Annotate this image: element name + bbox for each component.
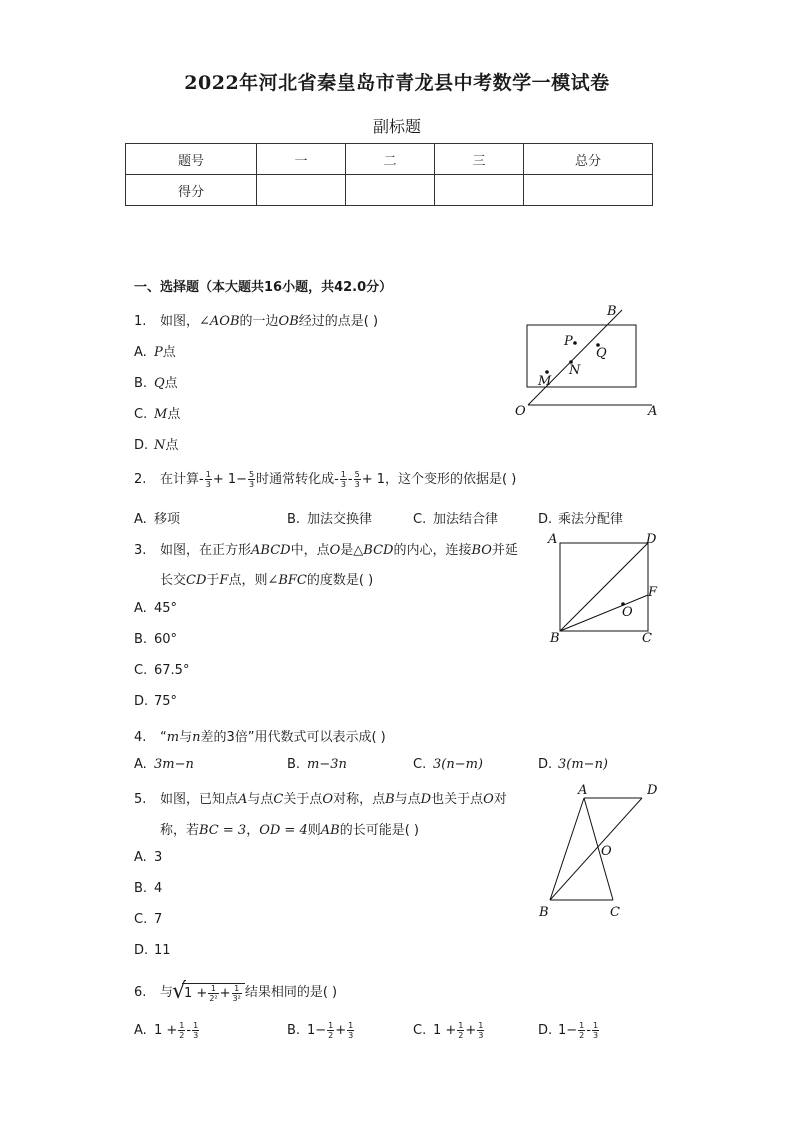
question-1 <box>134 310 378 329</box>
q1-option-c[interactable] <box>134 403 180 422</box>
paper-title: 2022年河北省秦皇岛市青龙县中考数学一模试卷 <box>184 72 610 94</box>
math-var: O <box>329 543 341 558</box>
label-a: A <box>648 404 658 419</box>
question-2 <box>134 468 516 489</box>
question-number: 4. <box>134 730 147 745</box>
math-var: A <box>238 792 248 807</box>
question-number: 3. <box>134 543 147 558</box>
question-text: 如图，已知点 <box>160 792 239 807</box>
label-b: B <box>550 631 560 646</box>
q6-option-c[interactable] <box>413 1021 485 1040</box>
option-text: 3(m−n) <box>558 757 609 772</box>
math-sign: - <box>186 1023 192 1038</box>
option-label: A. <box>134 601 147 616</box>
math-var: B <box>385 792 395 807</box>
question-5-line-2 <box>160 819 419 838</box>
math-text: 1− <box>558 1023 578 1038</box>
question-text: 与 <box>179 730 193 745</box>
question-text: 差的3倍”用代数式可以表示成( ) <box>200 730 386 745</box>
q6-option-a[interactable] <box>134 1021 200 1040</box>
question-text: “ <box>160 730 167 745</box>
option-label: D. <box>538 1023 553 1038</box>
label-d: D <box>646 532 657 547</box>
fraction: $\frac{1}{3}$ <box>592 1021 599 1040</box>
q4-option-b[interactable] <box>287 757 347 772</box>
paper-subtitle: 副标题 <box>372 117 421 136</box>
question-text: 与点 <box>394 792 421 807</box>
fraction: $\frac{1}{3}$ <box>205 470 211 489</box>
option-var: P <box>154 345 163 360</box>
option-label: D. <box>134 943 149 958</box>
q1-option-b[interactable] <box>134 372 178 391</box>
q5-option-a[interactable] <box>134 850 162 865</box>
option-label: D. <box>134 438 149 453</box>
q4-option-a[interactable] <box>134 757 194 772</box>
radical-sign: √ <box>172 978 187 1004</box>
score-row-label: 得分 <box>126 175 257 206</box>
fraction: $\frac{1}{2}$ <box>328 1021 334 1040</box>
math-sign: - <box>347 472 353 487</box>
question-text: 关于点 <box>283 792 323 807</box>
question-text: 长交 <box>160 573 187 588</box>
question-text: ，这个变形的依据是( ) <box>385 472 517 487</box>
option-label: D. <box>538 757 553 772</box>
option-text: 加法结合律 <box>433 512 499 527</box>
question-text: 点，则 <box>228 573 268 588</box>
option-text: 3m−n <box>154 757 194 772</box>
label-p: P <box>564 334 573 349</box>
label-c: C <box>610 905 620 920</box>
option-var: Q <box>154 376 165 391</box>
question-text: 如图，在正方形 <box>160 543 252 558</box>
option-label: C. <box>134 663 148 678</box>
q6-option-b[interactable] <box>287 1021 355 1040</box>
question-text: 与点 <box>247 792 274 807</box>
option-text: 60° <box>154 632 178 647</box>
math-var: CD <box>186 573 207 588</box>
q3-option-b[interactable] <box>134 632 177 647</box>
option-text: 点 <box>165 438 179 453</box>
option-label: B. <box>134 881 148 896</box>
option-text: 67.5° <box>154 663 190 678</box>
math-var: O <box>322 792 334 807</box>
question-text: 与 <box>160 985 174 1000</box>
option-text: 点 <box>162 345 176 360</box>
option-label: D. <box>538 512 553 527</box>
score-cell[interactable] <box>435 175 524 206</box>
math-sign: + <box>219 985 231 1001</box>
option-text: 45° <box>154 601 178 616</box>
math-var: △BCD <box>353 543 394 558</box>
math-angle: ∠BFC <box>267 573 307 588</box>
question-text: 对 <box>493 792 507 807</box>
score-table <box>125 143 653 206</box>
question-text: 并延 <box>491 543 518 558</box>
question-text: 的一边 <box>239 314 279 329</box>
score-header-cell: 一 <box>257 144 346 175</box>
question-text: 的长可能是( ) <box>339 823 419 838</box>
question-text: 于 <box>206 573 220 588</box>
score-header-cell: 三 <box>435 144 524 175</box>
label-b: B <box>539 905 549 920</box>
option-label: D. <box>134 694 149 709</box>
question-text: ， <box>246 823 260 838</box>
math-var: O <box>483 792 494 807</box>
option-text: 3(n−m) <box>433 757 484 772</box>
question-text: 中，点 <box>290 543 330 558</box>
fraction: $\frac{1}{2}$ <box>179 1021 185 1040</box>
question-4 <box>134 726 386 745</box>
option-label: C. <box>413 1023 427 1038</box>
q1-figure <box>510 300 660 425</box>
q2-option-d[interactable] <box>538 508 623 527</box>
option-text: 乘法分配律 <box>558 512 624 527</box>
option-label: A. <box>134 512 147 527</box>
math-text: + 1 <box>212 472 237 487</box>
label-a: A <box>548 532 558 547</box>
segment-bf <box>560 595 648 631</box>
label-f: F <box>648 585 658 600</box>
question-6 <box>134 978 338 1004</box>
question-text: 是 <box>340 543 354 558</box>
option-label: C. <box>413 512 427 527</box>
label-a: A <box>578 783 588 798</box>
diagonal-bd <box>560 543 648 631</box>
math-var: F <box>219 573 229 588</box>
score-table-header-row <box>126 144 653 175</box>
q5-option-b[interactable] <box>134 881 162 896</box>
math-expr: BC = 3 <box>199 823 247 838</box>
score-cell[interactable] <box>257 175 346 206</box>
option-text: 加法交换律 <box>307 512 373 527</box>
question-text: 在计算 <box>160 472 200 487</box>
option-text: 11 <box>154 943 171 958</box>
label-m: M <box>538 374 552 389</box>
option-text: 点 <box>167 407 181 422</box>
option-label: A. <box>134 850 147 865</box>
question-text: 也关于点 <box>431 792 484 807</box>
math-segment: OB <box>278 314 299 329</box>
score-cell[interactable] <box>346 175 435 206</box>
option-label: B. <box>134 376 148 391</box>
fraction: $\frac{5}{3}$ <box>354 470 360 489</box>
q3-figure <box>540 530 665 648</box>
math-var: C <box>273 792 284 807</box>
math-expr: OD = 4 <box>259 823 308 838</box>
q4-option-d[interactable] <box>538 757 608 772</box>
fraction: $\frac{1}{\text{3²}}$ <box>232 983 241 1003</box>
score-cell[interactable] <box>524 175 653 206</box>
math-sign: − <box>236 472 248 487</box>
math-var: m <box>166 730 180 745</box>
math-sign: - <box>334 472 339 487</box>
fraction: $\frac{1}{3}$ <box>348 1021 354 1040</box>
question-number: 6. <box>134 985 147 1000</box>
question-number: 2. <box>134 472 147 487</box>
option-text: 4 <box>154 881 163 896</box>
math-var: n <box>192 730 201 745</box>
q2-option-c[interactable] <box>413 508 498 527</box>
fraction: $\frac{1}{\text{2²}}$ <box>209 983 218 1003</box>
question-text: 称，若 <box>160 823 200 838</box>
math-var: ABCD <box>251 543 291 558</box>
q5-option-c[interactable] <box>134 912 162 927</box>
question-text: 如图， <box>160 314 200 329</box>
question-number: 5. <box>134 792 147 807</box>
option-label: B. <box>287 512 301 527</box>
option-label: B. <box>287 757 301 772</box>
score-header-cell: 总分 <box>524 144 653 175</box>
score-table-row <box>126 175 653 206</box>
question-3-line-1 <box>134 539 518 558</box>
question-text: 结果相同的是( ) <box>244 985 338 1000</box>
question-text: 经过的点是( ) <box>298 314 379 329</box>
q1-option-d[interactable] <box>134 434 178 453</box>
fraction: $\frac{1}{3}$ <box>193 1021 199 1040</box>
fraction: $\frac{1}{3}$ <box>340 470 346 489</box>
math-sign: - <box>199 472 204 487</box>
math-sign: + <box>465 1023 477 1038</box>
math-text: 1 + <box>154 1023 178 1038</box>
option-label: C. <box>134 912 148 927</box>
question-text: 的度数是( ) <box>306 573 374 588</box>
label-q: Q <box>596 346 607 361</box>
label-b: B <box>607 304 617 319</box>
square-root <box>172 978 245 1004</box>
option-var: M <box>154 407 168 422</box>
math-sign: + <box>335 1023 347 1038</box>
q4-option-c[interactable] <box>413 757 483 772</box>
question-text: 则 <box>307 823 321 838</box>
label-d: D <box>647 783 658 798</box>
score-header-cell: 二 <box>346 144 435 175</box>
q5-option-d[interactable] <box>134 943 171 958</box>
math-text: 1 + <box>433 1023 457 1038</box>
q1-option-a[interactable] <box>134 341 176 360</box>
label-o: O <box>622 605 633 620</box>
question-5-line-1 <box>134 788 507 807</box>
section-title: 一、选择题（本大题共16小题，共42.0分） <box>134 280 393 295</box>
fraction: $\frac{1}{2}$ <box>458 1021 464 1040</box>
q5-figure <box>535 780 665 920</box>
math-var: D <box>420 792 432 807</box>
question-text: 的内心，连接 <box>393 543 472 558</box>
option-text: m−3n <box>307 757 347 772</box>
math-text: 1 + <box>184 985 208 1001</box>
label-o: O <box>601 844 612 859</box>
score-header-cell: 题号 <box>126 144 257 175</box>
question-text: 时通常转化成 <box>256 472 335 487</box>
option-text: 移项 <box>154 512 181 527</box>
segment-ab <box>550 798 584 900</box>
math-angle: ∠AOB <box>199 314 240 329</box>
q3-option-c[interactable] <box>134 663 189 678</box>
math-var: BO <box>471 543 492 558</box>
math-sign: - <box>586 1023 591 1038</box>
label-n: N <box>569 363 581 378</box>
option-label: C. <box>413 757 427 772</box>
segment-bd <box>550 798 642 900</box>
option-label: B. <box>134 632 148 647</box>
option-text: 3 <box>154 850 163 865</box>
q3-option-d[interactable] <box>134 694 177 709</box>
option-label: B. <box>287 1023 301 1038</box>
question-3-line-2 <box>160 569 373 588</box>
label-o: O <box>515 404 526 419</box>
point-p <box>573 341 577 345</box>
question-number: 1. <box>134 314 147 329</box>
math-text: + 1 <box>361 472 386 487</box>
option-label: A. <box>134 1023 147 1038</box>
option-text: 7 <box>154 912 163 927</box>
q2-option-a[interactable] <box>134 508 180 527</box>
option-label: A. <box>134 757 147 772</box>
fraction: $\frac{1}{2}$ <box>579 1021 585 1040</box>
option-var: N <box>154 438 166 453</box>
option-label: A. <box>134 345 147 360</box>
option-text: 点 <box>164 376 178 391</box>
math-var: AB <box>320 823 340 838</box>
question-text: 对称，点 <box>333 792 386 807</box>
q2-option-b[interactable] <box>287 508 372 527</box>
math-text: 1− <box>307 1023 327 1038</box>
label-c: C <box>642 631 652 646</box>
option-label: C. <box>134 407 148 422</box>
q6-option-d[interactable] <box>538 1021 600 1040</box>
q3-option-a[interactable] <box>134 601 177 616</box>
fraction: $\frac{1}{3}$ <box>478 1021 484 1040</box>
ray-ob <box>528 310 622 405</box>
option-text: 75° <box>154 694 178 709</box>
fraction: $\frac{5}{3}$ <box>249 470 255 489</box>
